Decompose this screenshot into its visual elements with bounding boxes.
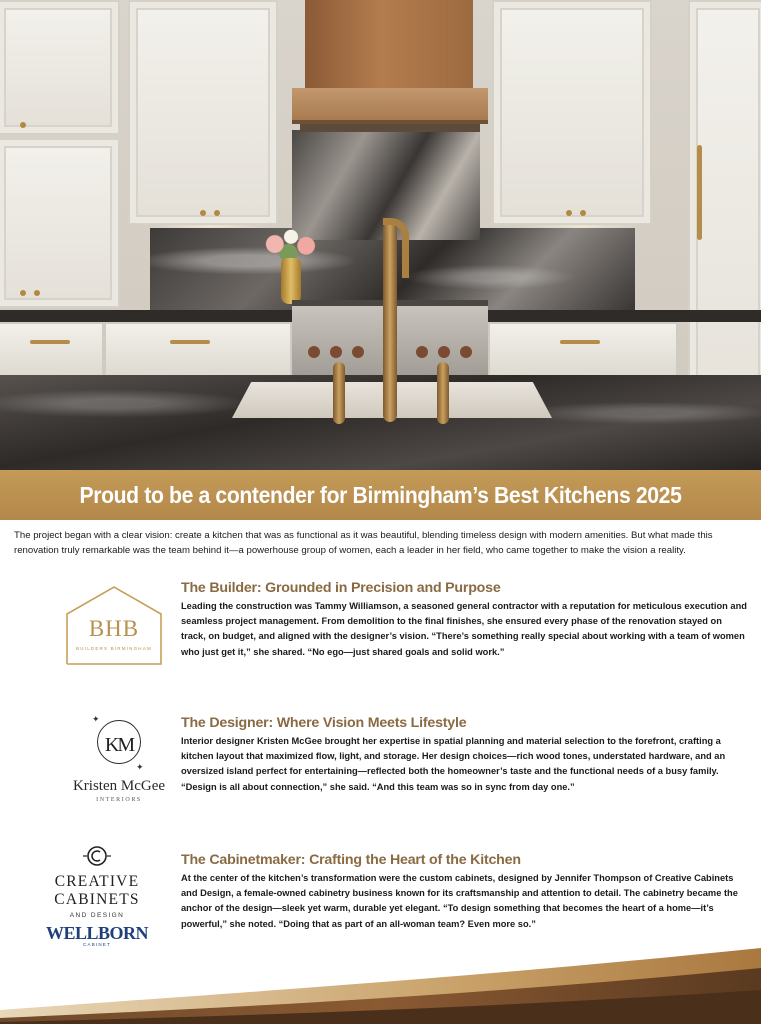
sparkle-icon: ✦ bbox=[92, 714, 100, 724]
upper-cabinet bbox=[0, 0, 120, 135]
builder-logo-subtitle: BUILDERS BIRMINGHAM bbox=[76, 646, 152, 651]
builder-monogram: BHB bbox=[88, 616, 140, 641]
gold-vase bbox=[281, 258, 301, 304]
section-heading: The Designer: Where Vision Meets Lifestyle bbox=[181, 715, 467, 731]
section-builder bbox=[181, 580, 749, 660]
pantry-pull bbox=[697, 145, 702, 240]
upper-cabinet bbox=[128, 0, 278, 225]
section-body: Interior designer Kristen McGee brought her expertise in spatial planning and material selection to the forefront, crafting a kitchen layout that maximized flow, light, and storage. Her design choices—rich wood tones, understated hardware, and an oversized island perfect for entertaining—reflected both the homeowner’s taste and the functional needs of a busy family. “Design is all about connection,” she said. “And this team was so in sync from day one.” bbox=[181, 736, 726, 792]
section-heading: The Cabinetmaker: Crafting the Heart of the Kitchen bbox=[181, 852, 521, 868]
cabinets-logo-line1: CREATIVE bbox=[54, 873, 140, 890]
cabinets-logo-line3: AND DESIGN bbox=[69, 912, 125, 919]
section-heading: The Builder: Grounded in Precision and Purpose bbox=[181, 580, 501, 596]
wellborn-logo: WELLBORN bbox=[45, 923, 149, 943]
designer-logo-subtitle: INTERIORS bbox=[96, 797, 142, 803]
designer-logo bbox=[58, 712, 180, 816]
designer-logo-name: Kristen McGee bbox=[72, 778, 166, 794]
banner-title: Proud to be a contender for Birmingham’s Best Kitchens 2025 bbox=[79, 481, 682, 508]
range-hood bbox=[305, 0, 473, 92]
section-designer bbox=[181, 715, 749, 795]
upper-cabinet bbox=[0, 138, 120, 308]
cabinets-emblem-icon bbox=[83, 843, 111, 869]
section-body: At the center of the kitchen’s transformation were the custom cabinets, designed by Jennifer Thompson of Creative Cabinets and Design, a female-owned cabinetry business known for its craftsmanship and attention to detail. The cabinetry became the anchor of the design—sleek yet warm, durable yet elegant. “To design something that becomes the heart of a home—it’s powerful,” she noted. “Doing that as part of an all-woman team? Even more so.” bbox=[181, 873, 738, 929]
section-body: Leading the construction was Tammy Williamson, a seasoned general contractor with a reputation for meticulous execution and seamless project management. From demolition to the final finishes, she ensured every phase of the renovation stayed on track, on budget, and aligned with the designer’s vision. “There’s something really special about working with a team of women who just get it,” she shared. “No ego—just shared goals and solid work.” bbox=[181, 601, 747, 657]
flower-arrangement bbox=[264, 226, 318, 262]
upper-cabinet bbox=[492, 0, 652, 225]
footer-swoosh bbox=[0, 940, 761, 1024]
cabinets-logo bbox=[33, 843, 161, 948]
builder-logo bbox=[63, 584, 165, 666]
sparkle-icon: ✦ bbox=[136, 762, 144, 772]
intro-paragraph: The project began with a clear vision: create a kitchen that was as functional as it was beautiful, blending timeless design with modern amenities. But what made this renovation truly remarkable was the team behind it—a powerhouse group of women, each a leader in her field, who came together to make the vision a reality. bbox=[14, 530, 713, 556]
designer-monogram: KM bbox=[104, 734, 134, 756]
contender-banner bbox=[0, 470, 761, 520]
hero-kitchen-photo bbox=[0, 0, 761, 470]
wellborn-logo-subtitle: CABINET bbox=[83, 942, 111, 947]
cabinets-logo-line2: CABINETS bbox=[54, 891, 140, 908]
section-cabinetmaker bbox=[181, 852, 749, 932]
